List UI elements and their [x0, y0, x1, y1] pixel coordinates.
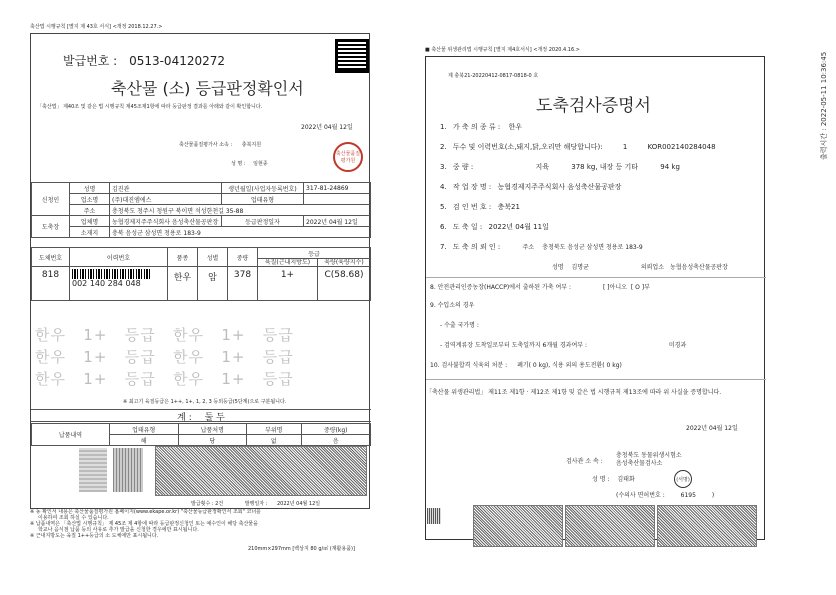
requester-name: 김명균: [571, 264, 589, 271]
item-num: 4.: [440, 183, 447, 191]
item-num: 2.: [440, 143, 447, 151]
inspector-org2: 음성축산물검사소: [616, 460, 663, 467]
watermark-word: 1+: [221, 326, 246, 344]
item-2: [440, 143, 716, 152]
total-row: [31, 409, 371, 422]
item-7: [440, 243, 643, 252]
applicant-table: [31, 182, 371, 238]
delivery-table: [31, 423, 371, 446]
item-value: 1: [622, 143, 628, 151]
inspection-certificate: [425, 40, 790, 560]
delivery-col: 부위명: [265, 426, 283, 434]
item-value3: 94 kg: [660, 163, 680, 171]
watermark-word: 한우: [173, 370, 205, 388]
issue-count: 발급횟수 : 2건: [191, 501, 224, 507]
watermark-row: [35, 368, 294, 389]
business-number: 317-81-24869: [306, 184, 349, 192]
note-line: 학교나 음식점 납품 등의 사유로 추가 발급을 신청한 경우에만 표시됩니다.: [38, 527, 199, 533]
slaughterhouse-name: 농협경제지주주식회사 음성축산물공판장: [112, 218, 219, 226]
document-title: 축산물 (소) 등급판정확인서: [111, 79, 304, 98]
grade-certificate-frame: [30, 33, 370, 509]
print-timestamp: [812, 10, 826, 170]
header-note: 축산법 시행규칙 [별지 제 43호 서식] <개정 2018.12.27.>: [30, 24, 163, 30]
haccp-no: [ ]아니오: [602, 284, 627, 291]
delivery-col: 업태유형: [132, 426, 156, 434]
item-key: 가 축 의 종 류 :: [452, 123, 501, 131]
note-line: 이용하여 조회 하실 수 있습니다.: [38, 515, 109, 521]
license-line: [616, 492, 714, 499]
issue-number-label: 발급번호 :: [63, 54, 118, 68]
item-num: 5.: [440, 203, 447, 211]
applicant-group: 신청인: [41, 196, 60, 204]
inspection-frame: [425, 56, 765, 540]
carcass-table: [31, 247, 371, 301]
watermark-word: 한우: [173, 348, 205, 366]
inspector-seal: [674, 470, 692, 488]
r2-key: 업소명: [80, 196, 99, 204]
disposal-value: 폐기( 0 kg), 식용 외의 용도전환( 0 kg): [517, 362, 622, 369]
official-seal-text: 축산물품질평가원: [335, 151, 361, 164]
sample-image-2: [113, 448, 143, 492]
applicant-name: 김진관: [112, 185, 130, 193]
item-9b: [440, 341, 686, 350]
requester-company: 농협음성축산물공판장: [669, 264, 728, 271]
item-4: [440, 183, 621, 192]
mini-stamp: [427, 508, 441, 524]
sex-value: 암: [208, 273, 217, 283]
delivery-col: 중량(kg): [323, 426, 348, 434]
item-key: 중 량 :: [452, 163, 474, 171]
watermark-word: 1+: [221, 348, 246, 366]
watermark-word: 한우: [35, 348, 66, 366]
item-value2: 378 kg, 내장 등 기타: [571, 163, 639, 171]
item-num: 1.: [440, 123, 447, 131]
watermark-word: 등급: [124, 370, 156, 388]
r2-key2: 업태유형: [250, 196, 275, 204]
issue-date-label: 발행일자 :: [244, 501, 268, 507]
security-pattern: [155, 446, 367, 496]
watermark-word: 한우: [173, 326, 205, 344]
license-label: (수의사 면허번호 :: [616, 492, 665, 499]
divider: [426, 277, 766, 278]
print-timestamp-text: 출력시간 : 2022-05-11 10:36:45: [820, 51, 828, 160]
license-close: ): [711, 492, 715, 499]
license-number: 6195: [680, 492, 696, 499]
security-pattern-1: [473, 505, 563, 547]
trace-code: KOR002140284048: [647, 143, 716, 151]
trace-barcode: [72, 269, 152, 279]
sample-image-1: [79, 448, 107, 492]
watermark-word: 한우: [35, 326, 66, 344]
yield-grade: C(58.68): [324, 270, 364, 280]
r5-key: 소재지: [80, 229, 99, 237]
intro-text: 「축산법」 제40조 및 같은 법 시행규칙 제45조제1항에 따라 등급판정 결과를 아래와 같이 확인합니다.: [37, 104, 263, 110]
item-8: [430, 283, 650, 292]
security-pattern-3: [657, 505, 757, 547]
evaluator-name-line: [231, 161, 268, 167]
item-value: 지육: [535, 163, 550, 171]
watermark-area: [35, 324, 371, 394]
watermark-row: [35, 324, 294, 345]
right-header-note: ■ 축산물 위생관리법 시행규칙 [별지 제4호서식] <개정 2020.4.16.>: [425, 47, 580, 53]
watermark-word: 1+: [83, 326, 108, 344]
total-value: 둘 두: [204, 413, 225, 423]
inspection-title: 도축검사증명서: [536, 96, 651, 116]
trace-number: 002 140 284 048: [72, 279, 141, 288]
r4-key: 업체명: [80, 218, 99, 226]
total-label: 계 :: [177, 413, 192, 423]
item-key: 도 축 일 :: [452, 223, 483, 231]
grade-footnote: ※ 최고기 육질등급은 1++, 1+, 1, 2, 3 등외등급(5단계)으로 구분됩니다.: [123, 399, 287, 405]
evaluator-label: 축산물품질평가사 소속 :: [179, 142, 233, 148]
inspector-org: [616, 452, 682, 468]
note-line: ※ 동 확인서 내용은 축산물품질평가원 홈페이지(www.ekape.or.kr) "축산물등급판정확인서 조회" 코너를: [30, 509, 262, 515]
r1-key: 성명: [83, 185, 96, 193]
requester-key: 성명: [552, 264, 564, 271]
quarantine-value: 미경과: [668, 342, 687, 349]
evaluator-name-label: 성 명 :: [231, 161, 246, 167]
requester-line: [552, 263, 728, 272]
grade-certificate: [28, 10, 398, 565]
issue-number-value: 0513-04120272: [129, 54, 226, 68]
certificate-date: 2022년 04월 12일: [301, 124, 353, 131]
r1-key2: 생년월일(사업자등록번호): [228, 185, 297, 193]
slaughterhouse-address: 충북 음성군 삼성면 청용로 183-9: [112, 229, 201, 237]
item-9: 9. 수입소의 경우: [430, 302, 475, 309]
watermark-word: 1+: [83, 348, 108, 366]
evaluator-line: [179, 142, 261, 148]
watermark-word: 한우: [35, 370, 66, 388]
breed-value: 한우: [173, 273, 192, 283]
col-sex: 성별: [206, 254, 219, 262]
item-key: 검 인 번 호 :: [452, 203, 492, 211]
weight-value: 378: [233, 270, 252, 280]
evaluator-dept: 충북지원: [241, 142, 262, 148]
sign-label: (서명): [676, 476, 690, 483]
item-value: 2022년 04월 11일: [488, 223, 549, 231]
issue-date: 2022년 04월 12일: [277, 501, 321, 507]
item-6: [440, 223, 549, 232]
watermark-word: 1+: [83, 370, 108, 388]
watermark-word: 등급: [124, 348, 156, 366]
disposal-label: 10. 검사불합격 식육의 처분 :: [430, 362, 508, 369]
official-seal: [333, 142, 363, 172]
item-num: 6.: [440, 223, 447, 231]
item-key: 도 축 의 뢰 인 :: [452, 243, 501, 251]
note-line: ※ 근내지방도는 육질 1++등급의 소 도체에만 표시됩니다.: [30, 533, 159, 539]
delivery-col: 납품처명: [200, 426, 224, 434]
quality-grade: 1+: [280, 270, 295, 280]
watermark-word: 등급: [262, 370, 294, 388]
inspector-label: 검사관 소 속 :: [566, 458, 603, 465]
r3-key: 주소: [83, 207, 96, 215]
item-num: 7.: [440, 243, 447, 251]
watermark-word: 등급: [124, 326, 156, 344]
carcass-number: 818: [41, 270, 60, 280]
inspection-date: 2022년 04월 12일: [686, 425, 738, 432]
quarantine-label: - 검역계류장 도착일로부터 도축일까지 6개월 경과여부 :: [440, 342, 587, 349]
col-breed: 품종: [176, 254, 189, 262]
divider: [426, 379, 766, 380]
item-9a: - 수출 국가명 :: [440, 322, 479, 329]
issue-number: [63, 52, 225, 69]
item-key: 두수 및 이력번호(소,돼지,닭,오리만 해당합니다):: [452, 143, 603, 151]
watermark-word: 등급: [262, 326, 294, 344]
requester-key2: 의뢰업소: [640, 264, 665, 271]
item-value: 충북21: [497, 203, 520, 211]
evaluator-name: 임현종: [253, 161, 268, 167]
security-pattern-2: [565, 505, 655, 547]
inspector-name-label: 성 명 :: [592, 476, 610, 483]
delivery-cell: 해: [140, 437, 147, 445]
item-key: 작 업 장 명 :: [452, 183, 492, 191]
delivery-cell: 없: [270, 437, 277, 445]
business-name: (주)대진엠에스: [112, 196, 152, 204]
notes-block: [30, 497, 380, 539]
grading-date: 2022년 04월 12일: [306, 218, 358, 226]
r4-key2: 등급판정일자: [245, 218, 280, 226]
item-5: [440, 203, 520, 212]
item-3: [440, 163, 680, 172]
delivery-label: 납품내역: [58, 432, 83, 439]
qr-code: [335, 39, 369, 73]
col-carcass: 도체번호: [38, 254, 63, 262]
requester-address: 충청북도 음성군 삼성면 청용로 183-9: [542, 244, 643, 251]
haccp-yes: [ O ]부: [630, 284, 650, 291]
item-value: 농협경제지주주식회사 음성축산물공판장: [497, 183, 622, 191]
inspector-name-line: [592, 476, 635, 483]
watermark-word: 등급: [262, 348, 294, 366]
item-10: [430, 361, 622, 370]
note-line: ※ 납품내역은 「축산법 시행규칙」 제 45조 제 4항에 따라 등급판정신청인 또는 예수인이 해당 축산물을: [30, 521, 258, 527]
paper-spec: 210mm×297mm [백상지 80 g/㎡ (재활용품)]: [248, 546, 355, 552]
item-value: 주소: [522, 244, 535, 251]
delivery-cell: 당: [209, 437, 216, 445]
statement: 「축산물 위생관리법」 제11조 제1항 · 제12조 제1항 및 같은 법 시행규칙 제13조에 따라 위 사실을 증명합니다.: [426, 389, 722, 396]
col-grade: 등급: [308, 250, 320, 258]
slaughter-group: 도축장: [41, 224, 60, 231]
inspector-org1: 충청북도 동물위생시험소: [616, 452, 682, 459]
cert-number: 제 충북21-20220412-0817-0818-0 호: [448, 73, 539, 79]
item-value: 한우: [508, 123, 522, 131]
col-trace: 이력번호: [106, 254, 131, 262]
inspector-name: 김태화: [617, 476, 635, 483]
watermark-row: [35, 346, 294, 367]
col-weight: 중량: [236, 254, 249, 262]
col-quality: 육질(근내지방도): [264, 258, 311, 266]
watermark-word: 1+: [221, 370, 246, 388]
haccp-label: 8. 안전관리인증농장(HACCP)에서 출하된 가축 여부 :: [430, 284, 572, 291]
applicant-address: 충청북도 청주시 청원구 북이면 석성한천길 35-88: [112, 207, 244, 215]
item-1: [440, 123, 522, 132]
col-yield: 육량(육량지수): [324, 258, 364, 266]
item-num: 3.: [440, 163, 447, 171]
delivery-cell: 음: [332, 437, 339, 445]
